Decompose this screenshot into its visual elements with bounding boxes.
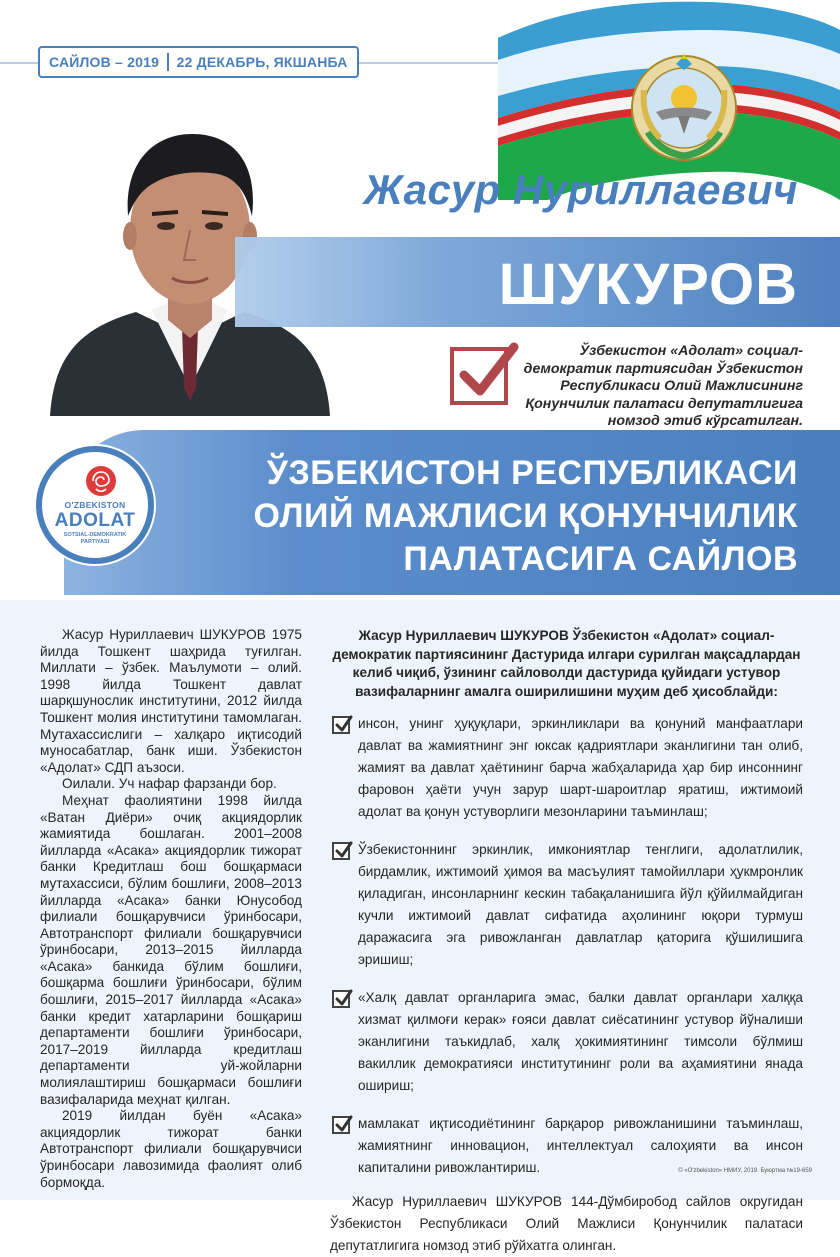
task-text: инсон, унинг ҳуқуқлари, эркинликлари ва қонуний манфаатлари давлат ва жамиятнинг энг юксак қадриятлари эканлигини тан олиб, жамият ва давлат ҳаётининг барча жабҳаларида ҳар бир инсоннинг фаровон ҳаёти учун зарур шарт-шароитлар яратиш, ижтимоий адолат ва қонун устуворлиги мезонларини таъминлаш;: [358, 716, 803, 819]
logo-country: O'ZBEKISTON: [64, 500, 126, 510]
bio-paragraph: Жасур Нуриллаевич ШУКУРОВ 1975 йилда Тошкент шаҳрида туғилган. Миллати – ўзбек. Маълумоти – олий. 1998 йилда Тошкент давлат шарқшунослик институтини, 2012 йилда Тошкент молия институтини тамомлаган. Мутахассислиги – халқаро иқтисодий муносабатлар, банк иши. Ўзбекистон «Адолат» СДП аъзоси.: [40, 627, 302, 775]
task-text: мамлакат иқтисодиётининг барқарор ривожланишини таъминлаш, жамиятнинг инновацион, интеллектуал салоҳияти ва инсон капиталини ривожлантириш.: [358, 1116, 803, 1175]
candidate-surname: ШУКУРОВ: [498, 252, 798, 317]
list-item: [330, 839, 803, 971]
registration-note: Жасур Нуриллаевич ШУКУРОВ 144-Дўмбиробод сайлов округидан Ўзбекистон Республикаси Олий Мажлиси Қонунчилик палатаси депутатлигига номзод этиб рўйхатга олинган.: [330, 1194, 803, 1253]
imprint-note: © «O'zbekiston» НМИУ, 2019. Буюртма №19-659: [678, 1168, 812, 1174]
list-item: [330, 713, 803, 823]
candidate-first-name: Жасур Нуриллаевич: [363, 166, 798, 213]
biography-column: [40, 627, 302, 1191]
date-badge: [38, 46, 359, 78]
checkmark-icon: [450, 347, 508, 405]
state-emblem-icon: [626, 50, 742, 166]
election-label: САЙЛОВ – 2019: [49, 54, 160, 70]
bio-paragraph: 2019 йилдан буён «Асака» акциядорлик тижорат банки Автотранспорт филиали бошқарувчиси ўринбосари лавозимида фаолият олиб бормоқда.: [40, 1108, 302, 1190]
election-date: 22 ДЕКАБРЬ, ЯКШАНБА: [176, 54, 348, 70]
program-intro: Жасур Нуриллаевич ШУКУРОВ Ўзбекистон «Адолат» социал-демократик партиясининг Дастурида илгари сурилган мақсадлардан келиб чиқиб, ўзининг сайловолди дастурида қуйидаги устувор вазифаларнинг амалга оширилишини муҳим деб ҳисоблайди:: [332, 628, 801, 699]
rose-icon: [84, 464, 118, 498]
task-text: «Халқ давлат органларига эмас, балки давлат органлари халққа хизмат қилмоғи керак» ғояси давлат сиёсатининг устувор йўналиши эканлигини таъкидлаб, халқ ҳокимиятининг тимсоли бўлмиш вакиллик демократияси институтининг роли ва аҳамиятини янада ошириш;: [358, 990, 803, 1093]
task-text: Ўзбекистоннинг эркинлик, имкониятлар тенглиги, адолатлилик, бирдамлик, ижтимоий ҳимоя ва масъулият тамойиллари ҳукмронлик қиладиган, инсонларнинг кескин табақаланишига йўл қўйилмайдиган кучли ижтимоий давлат сифатида аҳолининг юқори турмуш даражасига эга ривожланган давлатлар қаторига қўшилишига эришиш;: [358, 842, 803, 967]
bio-paragraph: Меҳнат фаолиятини 1998 йилда «Ватан Диёри» очиқ акциядорлик жамиятида бошлаган. 2001–2008 йилларда «Асака» акциядорлик тижорат банки Кредитлаш бош бошқармаси мутахассиси, бўлим бошлиғи, 2008–2013 йилларда «Асака» банки Юнусобод филиали бошқарувчиси ўринбосари, Автотранспорт филиали бошқарувчиси ўринбосари, 2013–2015 йилларда «Асака» банкида бўлим бошлиғи, бошқарма бошлиғи ўринбосари, бўлим бошлиғи, 2015–2017 йилларда «Асака» банки кредит хатарларини бошқариш департаменти бошлиғи ўринбосари, 2017–2019 йилларда кредитлаш департаменти уй-жойларни молиялаштириш бошқармаси бошлиғи вазифаларида меҳнат қилган.: [40, 792, 302, 1107]
party-logo: [36, 446, 154, 564]
checkbox-icon: [332, 1116, 350, 1134]
checkbox-icon: [332, 716, 350, 734]
program-column: [330, 627, 803, 1257]
bio-paragraph: Оилали. Уч нафар фарзанди бор.: [62, 776, 277, 792]
list-item: [330, 987, 803, 1097]
checkbox-icon: [332, 990, 350, 1008]
logo-party-subtitle: SOTSIAL-DEMOKRATIK PARTIYASI: [63, 532, 127, 545]
logo-party-name: ADOLAT: [54, 510, 136, 531]
badge-divider: [167, 53, 169, 71]
checkbox-icon: [332, 842, 350, 860]
program-task-list: [330, 713, 803, 1179]
nomination-text: Ўзбекистон «Адолат» социал-демократик партиясидан Ўзбекистон Республикаси Олий Мажлисининг Қонунчилик палатаси депутатлигига номзод этиб кўрсатилган.: [523, 343, 803, 429]
election-title: ЎЗБЕКИСТОН РЕСПУБЛИКАСИ ОЛИЙ МАЖЛИСИ ҚОНУНЧИЛИК ПАЛАТАСИГА САЙЛОВ: [253, 454, 798, 578]
